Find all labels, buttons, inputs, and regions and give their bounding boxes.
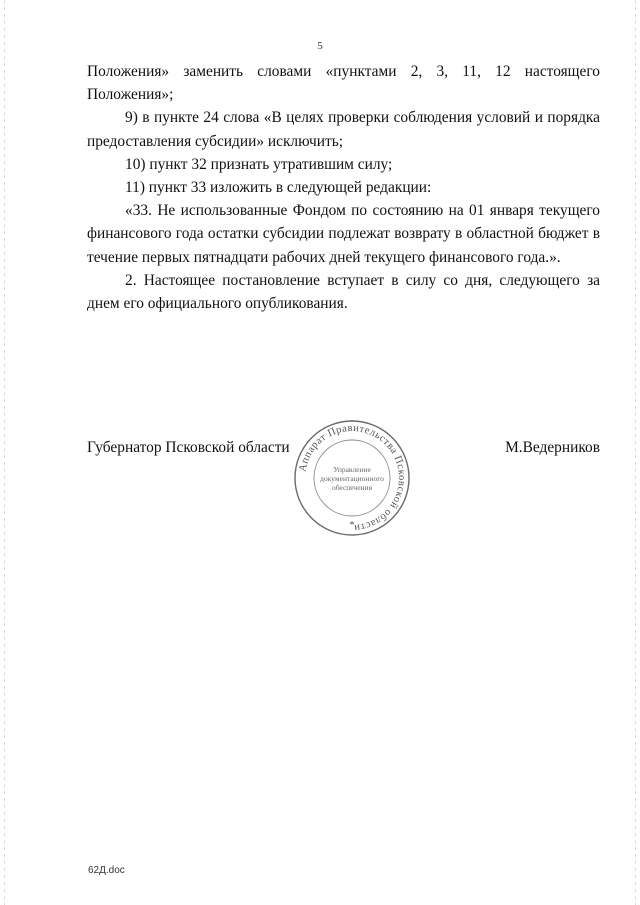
paragraph-item-11: 11) пункт 33 изложить в следующей редакции: <box>125 179 432 197</box>
scan-edge-right <box>635 0 636 905</box>
stamp-inner-line-1: Управление <box>333 465 371 474</box>
stamp-inner-line-3: обеспечения <box>331 483 373 492</box>
paragraph-continuation: Положения» заменить словами «пунктами 2, 3, 11, 12 настоящего Положения»; <box>87 63 600 104</box>
stamp-ring-text: Аппарат Правительства Псковской области <box>297 422 408 534</box>
stamp-inner-line-2: документационного <box>320 474 384 483</box>
document-footer-filename: 62Д.doc <box>88 865 125 876</box>
signature-position: Губернатор Псковской области <box>87 439 290 456</box>
official-seal-stamp <box>292 418 412 538</box>
signature-name: М.Ведерников <box>505 439 600 456</box>
scan-edge-left <box>4 0 5 905</box>
stamp-star-icon: * <box>349 520 355 531</box>
paragraph-effective-date: 2. Настоящее постановление вступает в силу со дня, следующего за днем его официального опубликования. <box>87 271 600 313</box>
paragraph-item-10: 10) пункт 32 признать утратившим силу; <box>125 155 393 173</box>
paragraph-item-9: 9) в пункте 24 слова «В целях проверки соблюдения условий и порядка предоставления субсидии» исключить; <box>87 109 600 150</box>
page-number: 5 <box>317 40 323 52</box>
document-body <box>87 60 600 315</box>
paragraph-item-33: «33. Не использованные Фондом по состоянию на 01 января текущего финансового года остатки субсидии подлежат возврату в областной бюджет в течение первых пятнадцати рабочих дней текущего финансового года.». <box>87 202 600 266</box>
